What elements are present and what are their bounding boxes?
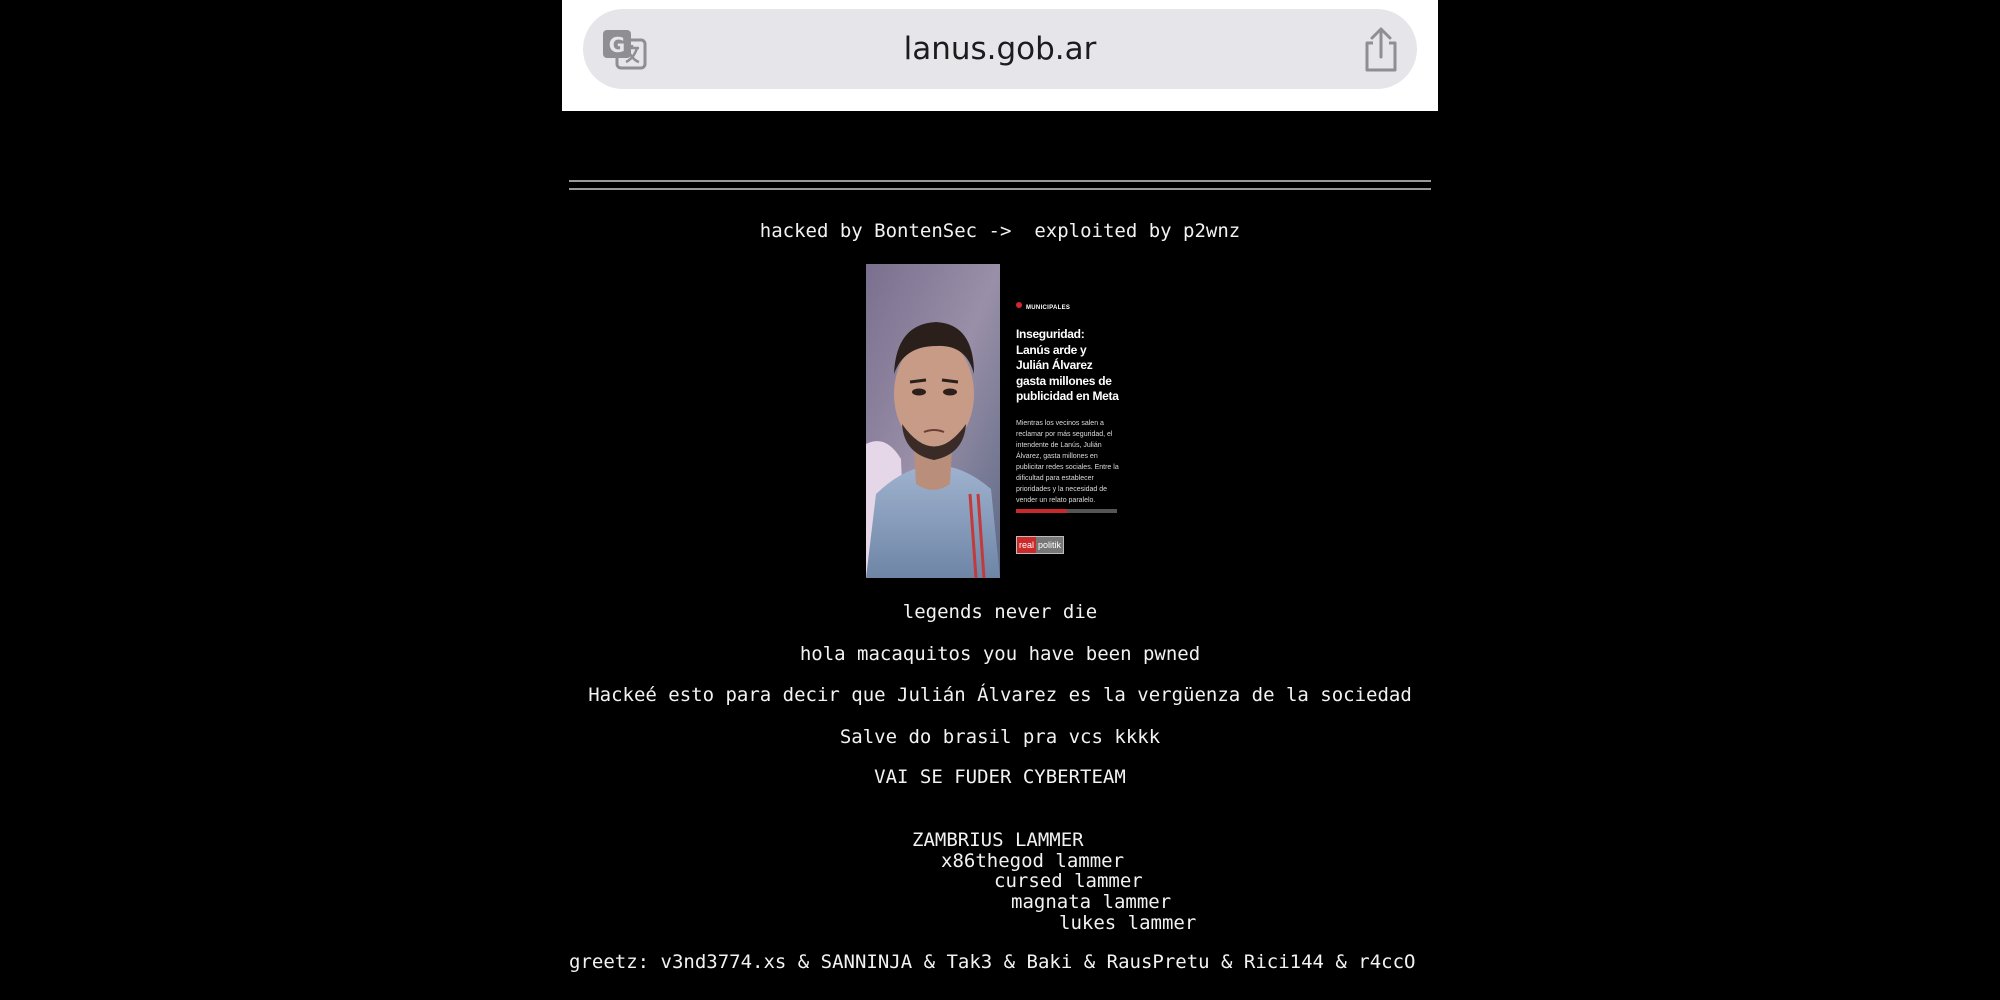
name-item: x86thegod lammer xyxy=(941,850,1125,872)
browser-top-bar xyxy=(562,0,1438,111)
hackee-text: Hackeé esto para decir que Julián Álvarez es la vergüenza de la sociedad xyxy=(588,684,1412,706)
name-item: lukes lammer xyxy=(1059,912,1197,934)
article-progress-bar xyxy=(1016,509,1117,513)
url-text: lanus.gob.ar xyxy=(903,31,1097,67)
translate-icon[interactable] xyxy=(601,26,647,72)
horizontal-rule xyxy=(569,188,1431,190)
article-lede: Mientras los vecinos salen a reclamar por más seguridad, el intendente de Lanús, Julián Álvarez, gasta millones en publicitar redes sociales. Entre la dificultad para establecer prioridades y la necesidad de vender un relato paralelo. xyxy=(1016,419,1119,504)
kicker-dot-icon xyxy=(1016,302,1022,308)
portrait-photo xyxy=(866,264,1000,578)
svg-text:G: G xyxy=(608,33,626,57)
article-preview xyxy=(1016,296,1120,506)
realpolitik-logo: real politik xyxy=(1016,536,1064,554)
hacked-by-heading: hacked by BontenSec -> exploited by p2wnz xyxy=(759,220,1241,242)
article-screenshot-image xyxy=(866,264,1122,578)
article-headline: Inseguridad: Lanús arde y Julián Álvarez gasta millones de publicidad en Meta xyxy=(1016,327,1119,403)
address-bar[interactable] xyxy=(583,9,1417,89)
progress-fill xyxy=(1016,509,1067,513)
name-item: magnata lammer xyxy=(1011,891,1172,913)
article-kicker: MUNICIPALES xyxy=(1016,296,1120,314)
hola-text: hola macaquitos you have been pwned xyxy=(799,643,1201,665)
greetz-line: greetz: v3nd3774.xs & SANNINJA & Tak3 & Baki & RausPretu & Rici144 & r4ccO xyxy=(569,951,1416,973)
browser-viewport xyxy=(562,0,1438,1000)
legends-text: legends never die xyxy=(902,601,1098,623)
horizontal-rule xyxy=(569,180,1431,182)
vai-text: VAI SE FUDER CYBERTEAM xyxy=(874,766,1126,788)
name-item: ZAMBRIUS LAMMER xyxy=(912,829,1084,851)
name-item: cursed lammer xyxy=(994,870,1143,892)
salve-text: Salve do brasil pra vcs kkkk xyxy=(839,726,1161,748)
share-icon[interactable] xyxy=(1360,27,1402,73)
